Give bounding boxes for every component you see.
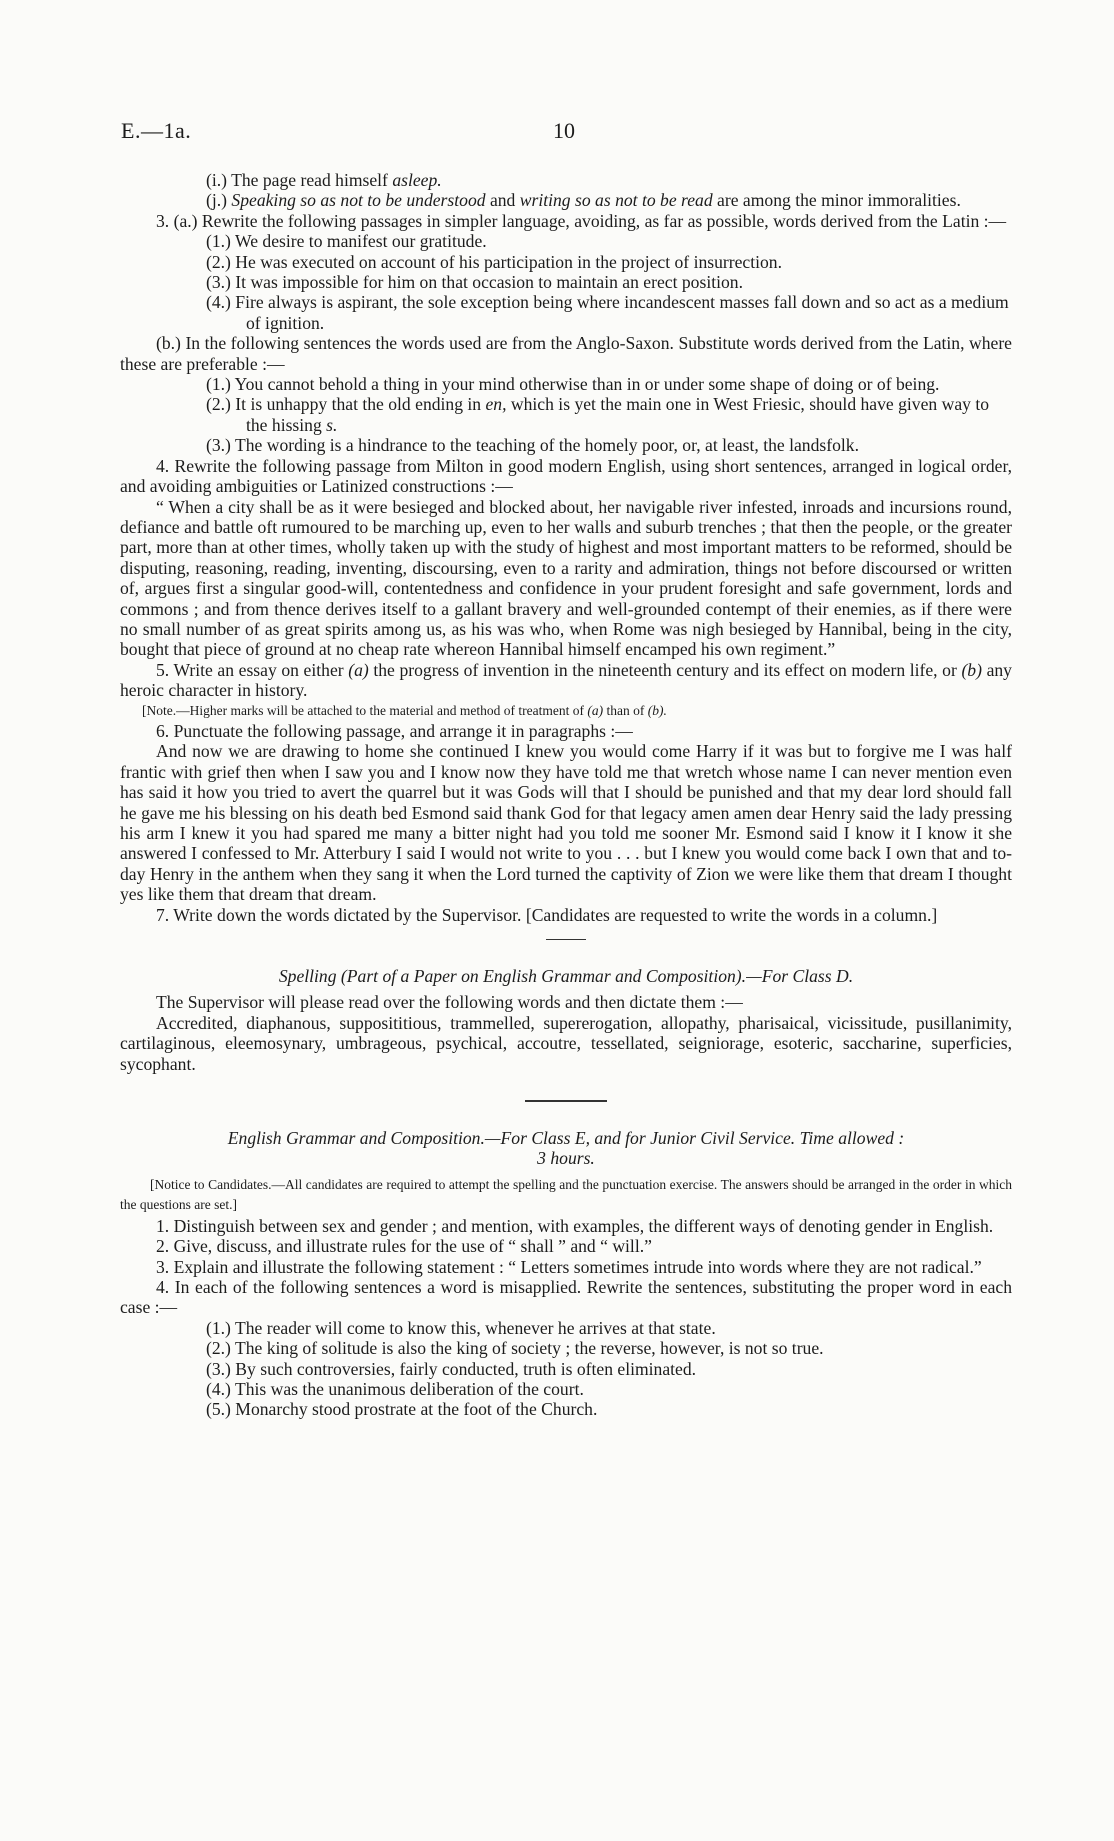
item-i: (i.) The page read himself asleep. (206, 170, 442, 190)
question-3a-item: (2.) He was executed on account of his participation in the project of insurrection. (206, 251, 782, 272)
question-5-note: [Note.—Higher marks will be attached to the material and method of treatment of (a) than of (b). (142, 702, 667, 718)
question-3b-intro: (b.) In the following sentences the words used are from the Anglo-Saxon. Substitute words derived from the Latin, where these are preferable :— (120, 333, 1012, 374)
question-3b-item: (1.) You cannot behold a thing in your mind otherwise than in or under some shape of doing or of being. (206, 374, 940, 395)
question-4-intro: 4. Rewrite the following passage from Milton in good modern English, using short sentences, arranged in logical order, and avoiding ambiguities or Latinized constructions :— (120, 455, 1012, 497)
notice-to-candidates: [Notice to Candidates.—All candidates are required to attempt the spelling and the punctuation exercise. The answers should be arranged in the order in which the questions are set.] (120, 1176, 1012, 1213)
question-3a-item: (1.) We desire to manifest our gratitude. (206, 231, 487, 252)
grammar-heading-line1: English Grammar and Composition.—For Class E, and for Junior Civil Service. Time allowed : (227, 1128, 905, 1149)
page-body (120, 170, 1012, 1420)
grammar-heading-line2: 3 hours. (537, 1148, 595, 1169)
spelling-intro: The Supervisor will please read over the following words and then dictate them :— (156, 992, 743, 1013)
question-3a-item: (4.) Fire always is aspirant, the sole exception being where incandescent masses fall down and so act as a medium of ignition. (206, 292, 1009, 333)
grammar-question-2: 2. Give, discuss, and illustrate rules for the use of “ shall ” and “ will.” (156, 1236, 652, 1257)
page-number: 10 (553, 118, 575, 143)
item-j: (j.) Speaking so as not to be understood and writing so as not to be read are among the minor immoralities. (206, 190, 961, 211)
grammar-question-4-item: (1.) The reader will come to know this, whenever he arrives at that state. (206, 1317, 716, 1338)
spelling-words: Accredited, diaphanous, supposititious, trammelled, supererogation, allopathy, pharisaical, vicissitude, pusillanimity, cartilaginous, eleemosynary, umbrageous, psychical, accoutre, tessellated, seigniorage, esoteric, saccharine, superficies, sycophant. (120, 1012, 1012, 1074)
grammar-question-3: 3. Explain and illustrate the following statement : “ Letters sometimes intrude into words where they are not radical.” (156, 1256, 982, 1277)
question-3b-item: (3.) The wording is a hindrance to the teaching of the homely poor, or, at least, the landsfolk. (206, 435, 859, 456)
question-6-intro: 6. Punctuate the following passage, and arrange it in paragraphs :— (156, 720, 633, 741)
section-divider (546, 939, 586, 940)
document-code: E.—1a. (121, 118, 192, 143)
grammar-question-4-item: (5.) Monarchy stood prostrate at the foot of the Church. (206, 1399, 598, 1420)
punctuation-passage: And now we are drawing to home she continued I knew you would come Harry if it was but to forgive me I was half frantic with grief then when I saw you and I know now they have told me that wretch whose name I can never mention even has said it how you tried to avert the quarrel but it was Gods will that I should be punished and that my dear lord should fall he gave me his blessing on his death bed Esmond said thank God for that legacy amen amen dear Henry said the lady pressing his arm I knew it you had spared me many a bitter night had you told me sooner Mr. Esmond said I know it I know it she answered I confessed to Mr. Atterbury I said I would not write to you . . . but I knew you would come back I own that and to-day Henry in the anthem when they sang it when the Lord turned the captivity of Zion we were like them that dream I thought yes like them that dream that dream. (120, 741, 1012, 905)
grammar-question-4-item: (3.) By such controversies, fairly conducted, truth is often eliminated. (206, 1358, 697, 1379)
grammar-question-4-intro: 4. In each of the following sentences a word is misapplied. Rewrite the sentences, substituting the proper word in each case :— (120, 1276, 1012, 1318)
question-3a-intro: 3. (a.) Rewrite the following passages in simpler language, avoiding, as far as possible, words derived from the Latin :— (156, 210, 1007, 231)
spelling-heading: Spelling (Part of a Paper on English Grammar and Composition).—For Class D. (278, 966, 854, 987)
milton-passage: “ When a city shall be as it were besieged and blocked about, her navigable river infested, inroads and incursions round, defiance and battle oft rumoured to be marching up, even to her walls and suburb trenches ; that then the people, or the greater part, more than at other times, wholly taken up with the study of highest and most important matters to be reformed, should be disputing, reasoning, reading, inventing, discoursing, even to a rarity and admiration, things not before discoursed or written of, argues first a singular good-will, contentedness and confidence in your prudent foresight and safe government, lords and commons ; and from thence derives itself to a gallant bravery and well-grounded contempt of their enemies, as if there were no small number of as great spirits among us, as his was who, when Rome was nigh besieged by Hannibal, being in the city, bought that piece of ground at no cheap rate whereon Hannibal himself encamped his own regiment.” (120, 496, 1012, 660)
question-3a-item: (3.) It was impossible for him on that occasion to maintain an erect position. (206, 272, 743, 293)
question-3b-item: (2.) It is unhappy that the old ending in en, which is yet the main one in West Friesic, should have given way to the hissing s. (206, 394, 990, 435)
section-divider (525, 1100, 607, 1102)
grammar-question-1: 1. Distinguish between sex and gender ; and mention, with examples, the different ways of denoting gender in English. (156, 1215, 994, 1236)
grammar-question-4-item: (2.) The king of solitude is also the king of society ; the reverse, however, is not so true. (206, 1338, 824, 1359)
grammar-question-4-item: (4.) This was the unanimous deliberation of the court. (206, 1378, 584, 1399)
question-5: 5. Write an essay on either (a) the progress of invention in the nineteenth century and its effect on modern life, or (b) any heroic character in history. (120, 659, 1012, 701)
question-7: 7. Write down the words dictated by the Supervisor. [Candidates are requested to write the words in a column.] (156, 904, 938, 925)
